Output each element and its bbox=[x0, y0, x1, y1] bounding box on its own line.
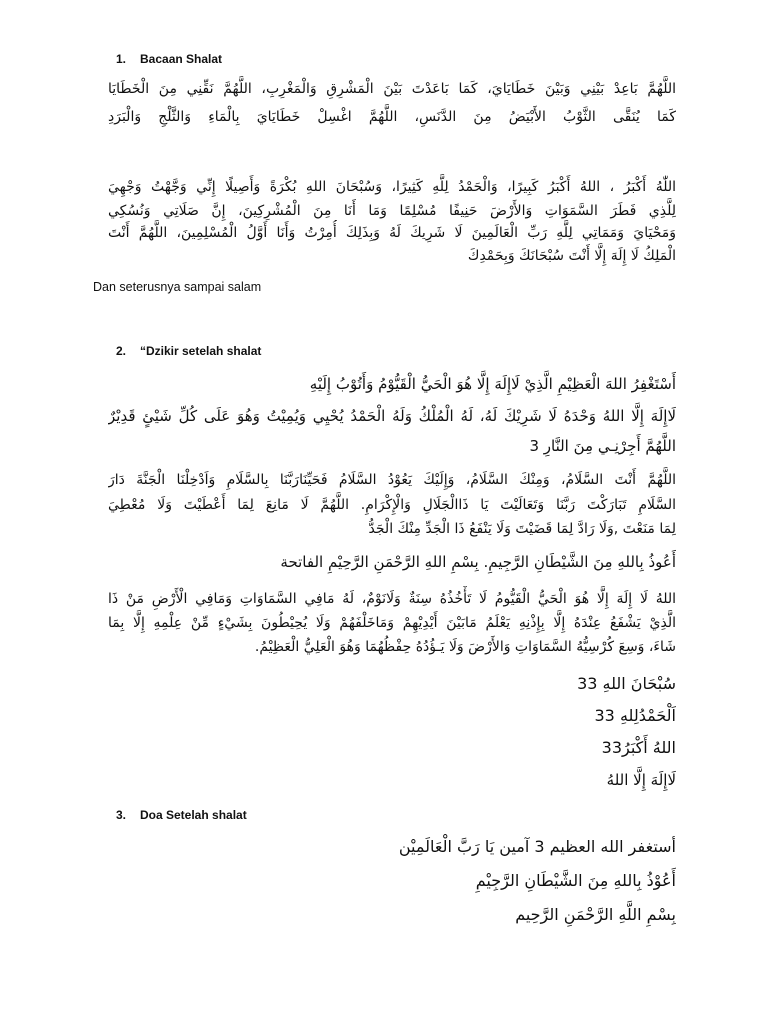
arabic-line: لِلَّذِي فَطَرَ السَّمَوَاتِ وَالأَرْضَ حَنِيفًا مُسْلِمًا وَمَا أَنَا مِنَ الْمُشْرِكِينَ، إِنَّ صَلَاتِي وَنُسُكِي bbox=[108, 203, 676, 219]
arabic-line: اللهُ لَا إِلَهَ إِلَّا هُوَ الْحَيُّ الْقَيُّومُ لَا تَأْخُذُهُ سِنَةٌ وَلَانَوْمٌ، لَهُ مَافِي السَّمَاوَاتِ وَمَافِي الْأَرْضِ مَنْ ذَا bbox=[108, 591, 676, 607]
arabic-line: اللَّهُمَّ أَنْتَ السَّلَامُ، وَمِنْكَ السَّلَامُ، وَإِلَيْكَ يَعُوْدُ السَّلَامُ فَحَيِّنَارَبَّنَا بِالسَّلَامِ وَاَدْخِلْنَا الْجَنَّةَ دَارَ bbox=[108, 472, 676, 488]
arabic-line: لَاإِلَهَ إِلَّا اللهُ bbox=[606, 771, 676, 789]
arabic-line: الَّذِيْ يَشْفَعُ عِنْدَهُ إِلَّا بِإِذْنِهِ يَعْلَمُ مَابَيْنَ أَيْدِيْهِمْ وَمَاخَلْفَهُمْ وَلَا يُحِيْطُونَ بِشَيْءٍ مِّنْ عِلْمِهِ إِلَّا بِمَا bbox=[108, 615, 676, 631]
arabic-line: كَمَا يُنَقَّى الثَّوْبُ الأَبْيَضُ مِنَ الدَّنَسِ، اللَّهُمَّ اغْسِلْ خَطَايَايَ بِالْمَاءِ وَالثَّلْجِ وَالْبَرَدِ bbox=[108, 109, 676, 125]
section-3-heading bbox=[116, 808, 247, 822]
section-1-heading bbox=[116, 52, 222, 66]
arabic-line: اللَّهُمَّ بَاعِدْ بَيْنِي وَبَيْنَ خَطَايَايَ، كَمَا بَاعَدْتَ بَيْنَ الْمَشْرِقِ وَالْمَغْرِبِ، اللَّهُمَّ نَقِّنِي مِنَ الْخَطَايَا bbox=[108, 81, 676, 97]
note-text: Dan seterusnya sampai salam bbox=[93, 280, 262, 294]
arabic-line: أَسْتَغْفِرُ اللهَ الْعَظِيْمِ الَّذِيْ لَاإِلَهَ إِلَّا هُوَ الْحَيُّ الْقَيُّوْمُ وَأَتُوْبُ إِلَيْهِ bbox=[309, 375, 676, 393]
arabic-line: سُبْحَانَ اللهِ 33 bbox=[577, 674, 676, 693]
arabic-line: وَمَحْيَايَ وَمَمَاتِي لِلَّهِ رَبِّ الْعَالَمِينَ لَا شَرِيكَ لَهُ وَبِذَلِكَ أُمِرْتُ وَأَنَا أَوَّلُ الْمُسْلِمِينَ، اللَّهُمَّ أَنْتَ bbox=[108, 225, 676, 241]
arabic-line: الْمَلِكُ لَا إِلَهَ إِلَّا أَنْتَ سُبْحَانَكَ وَبِحَمْدِكَ bbox=[467, 248, 676, 264]
arabic-line: أستغفر الله العظيم 3 آمين يَا رَبَّ الْعَالَمِيْن bbox=[398, 837, 676, 856]
arabic-line: لَاإِلَهَ إِلَّا اللهُ وَحْدَهُ لَا شَرِيْكَ لَهُ، لَهُ الْمُلْكُ وَلَهُ الْحَمْدُ يُحْيِي وَيُمِيْتُ وَهُوَ عَلَى كُلِّ شَيْئٍ قَدِيْرٌ bbox=[108, 407, 676, 425]
section-2-heading bbox=[116, 344, 261, 358]
section-title: Bacaan Shalat bbox=[140, 52, 223, 66]
arabic-line: أَعُوذُ بِاللهِ مِنَ الشَّيْطَانِ الرَّجِيمِ. بِسْمِ اللهِ الرَّحْمَنِ الرَّحِيْمِ الفاتحة bbox=[280, 553, 676, 571]
arabic-line: اللَّهُمَّ أَجِرْنِـي مِنَ النَّارِ 3 bbox=[529, 437, 676, 455]
section-number: 2. bbox=[116, 344, 127, 358]
section-title: Doa Setelah shalat bbox=[140, 808, 247, 822]
arabic-line: أَعُوْذُ بِاللهِ مِنَ الشَّيْطَانِ الرَّجِيْمِ bbox=[475, 871, 676, 890]
section-title: “Dzikir setelah shalat bbox=[140, 344, 262, 358]
arabic-line: لِمَا مَنَعْتَ ,وَلَا رَادَّ لِمَا قَضَيْتَ وَلَا يَنْفَعُ ذَا الْجَدِّ مِنْكَ الْجَدُّ bbox=[368, 521, 676, 537]
arabic-line: اَلْحَمْدُلِلهِ 33 bbox=[594, 706, 676, 725]
section-number: 3. bbox=[116, 808, 127, 822]
arabic-line: شَاءَ، وَسِعَ كُرْسِيُّهُ السَّمَاوَاتِ وَالأَرْضَ وَلَا يَـؤُدُهُ حِفْظُهُمَا وَهُوَ الْعَلِيُّ الْعَظِيْمُ. bbox=[254, 639, 676, 655]
arabic-line: السَّلَامِ تَبَارَكْتَ رَبَّنَا وَتَعَالَيْتَ يَا ذَاالْجَلَالِ وَالْإِكْرَامِ. اللَّهُمَّ لَا مَانِعَ لِمَا أَعْطَيْتَ وَلَا مُعْطِيَ bbox=[108, 497, 676, 513]
arabic-line: بِسْمِ اللَّهِ الرَّحْمَنِ الرَّحِيم bbox=[515, 905, 676, 924]
arabic-line: اللّٰهُ أَكْبَرُ ، اللهُ أَكْبَرُ كَبِيرًا، وَالْحَمْدُ لِلَّهِ كَثِيرًا، وَسُبْحَانَ اللهِ بُكْرَةً وَأَصِيلًا إِنِّي وَجَّهْتُ وَجْهِيَ bbox=[108, 179, 676, 195]
arabic-line: اللهُ أَكْبَرُ33 bbox=[601, 738, 676, 757]
section-number: 1. bbox=[116, 52, 127, 66]
